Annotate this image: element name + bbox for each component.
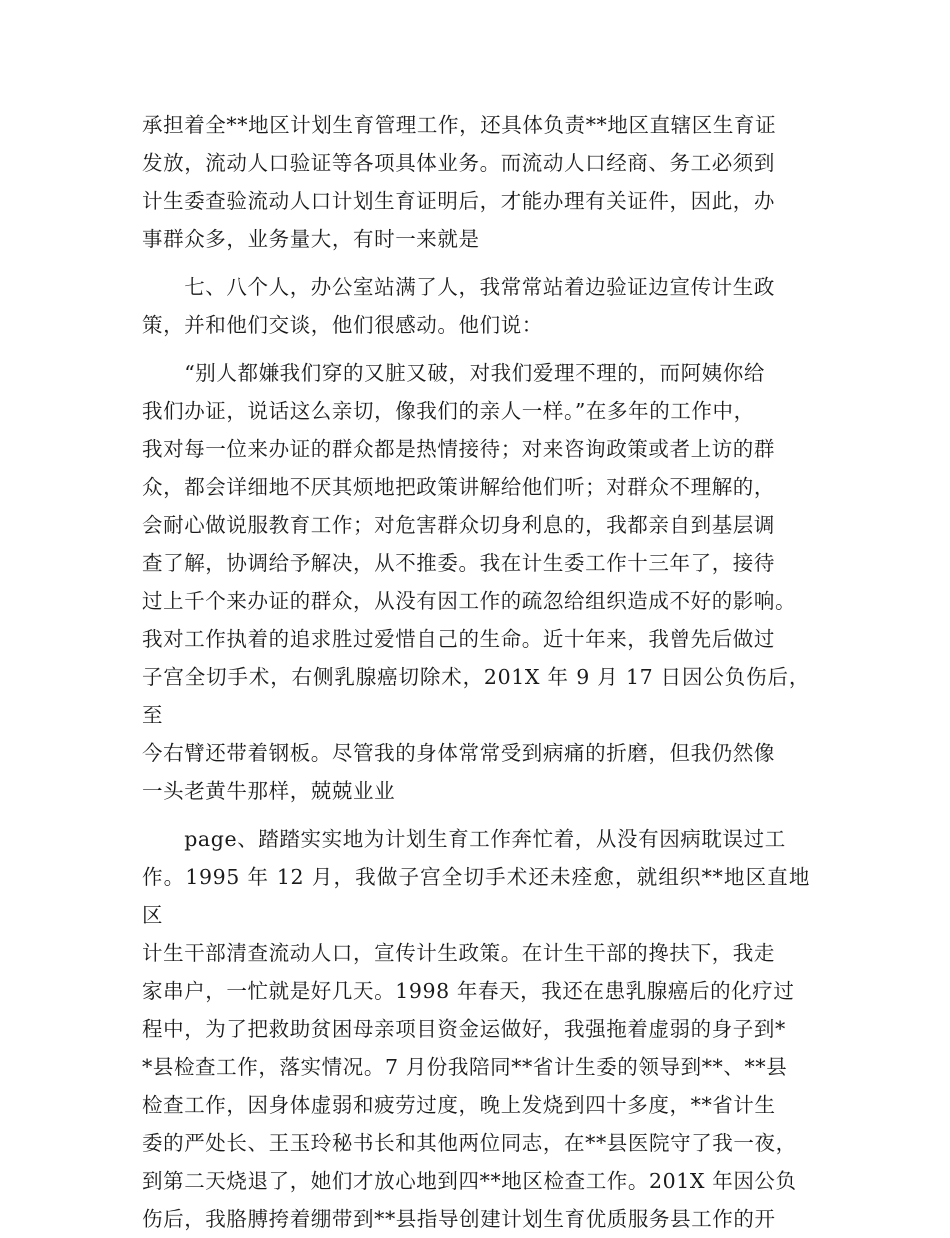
paragraph-3: “别人都嫌我们穿的又脏又破，对我们爱理不理的，而阿姨你给 我们办证，说话这么亲切，像我们的亲人一样。”在多年的工作中， 我对每一位来办证的群众都是热情接待；对来咨询政策或者上访的群 众，都会详细地不厌其烦地把政策讲解给他们听；对群众不理解的， 会耐心做说服教育工作；对危害群众切身利息的，我都亲自到基层调 查了解，协调给予解决，从不推委。我在计生委工作十三年了，接待 过上千个来办证的群众，从没有因工作的疏忽给组织造成不好的影响。 我对工作执着的追求胜过爱惜自己的生命。近十年来，我曾先后做过 子宫全切手术，右侧乳腺癌切除术，201X 年 9 月 17 日因公负伤后，至 今右臂还带着钢板。尽管我的身体常常受到病痛的折磨，但我仍然像 一头老黄牛那样，兢兢业业 — [142, 361, 810, 803]
document-body — [142, 106, 810, 1238]
paragraph-1: 承担着全**地区计划生育管理工作，还具体负责**地区直辖区生育证 发放，流动人口验证等各项具体业务。而流动人口经商、务工必须到 计生委查验流动人口计划生育证明后，才能办理有关证件，因此，办 事群众多，业务量大，有时一来就是 — [142, 113, 777, 251]
paragraph-2: 七、八个人，办公室站满了人，我常常站着边验证边宣传计生政 策，并和他们交谈，他们很感动。他们说： — [142, 275, 775, 337]
paragraph-4: page、踏踏实实地为计划生育工作奔忙着，从没有因病耽误过工 作。1995 年 12 月，我做子宫全切手术还未痊愈，就组织**地区直地区 计生干部清查流动人口，宣传计生政策。在计生干部的搀扶下，我走 家串户，一忙就是好几天。1998 年春天，我还在患乳腺癌后的化疗过 程中，为了把救助贫困母亲项目资金运做好，我强拖着虚弱的身子到* *县检查工作，落实情况。7 月份我陪同**省计生委的领导到**、**县 检查工作，因身体虚弱和疲劳过度，晚上发烧到四十多度，**省计生 委的严处长、王玉玲秘书长和其他两位同志，在**县医院守了我一夜， 到第二天烧退了，她们才放心地到四**地区检查工作。201X 年因公负 伤后，我胳膊挎着绷带到**县指导创建计划生育优质服务县工作的开 — [142, 827, 810, 1231]
